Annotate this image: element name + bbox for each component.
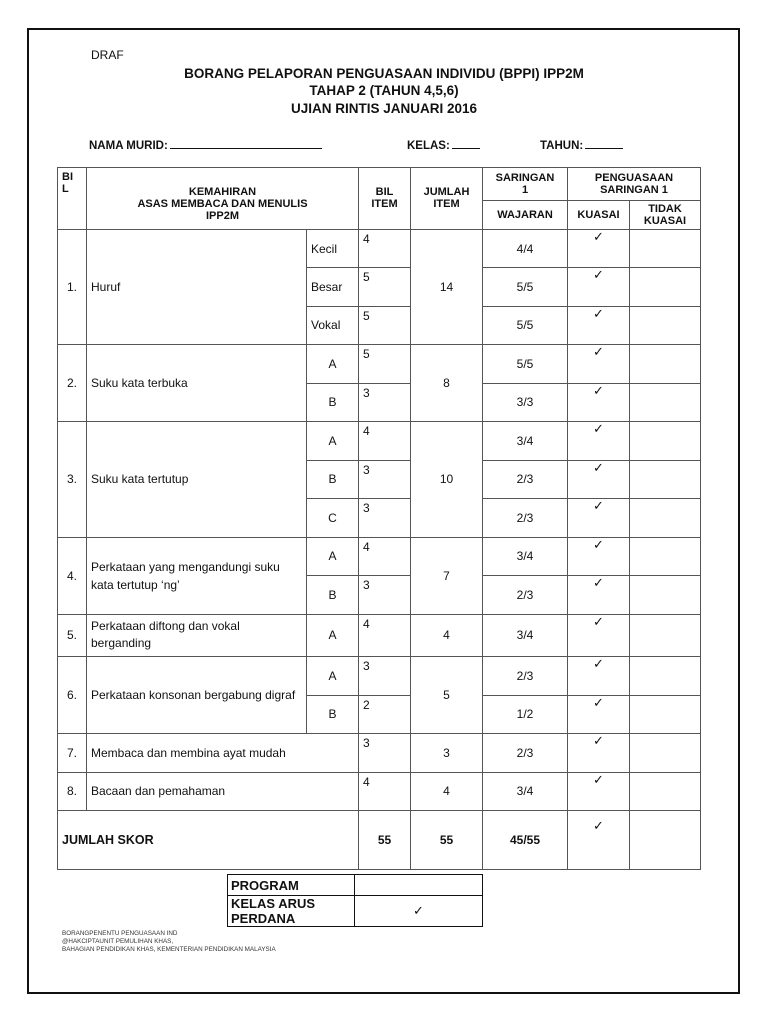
row-number: 5. [58,614,87,657]
tidak-kuasai-cell[interactable] [630,499,701,537]
wajaran-value: 1/2 [483,695,568,733]
footer-line-3: BAHAGIAN PENDIDIKAN KHAS, KEMENTERIAN PENDIDIKAN MALAYSIA [62,946,276,953]
total-tidak-kuasai-cell[interactable] [630,811,701,870]
kuasai-check[interactable]: ✓ [568,772,630,810]
kuasai-check[interactable]: ✓ [568,499,630,537]
kuasai-check[interactable]: ✓ [568,576,630,614]
total-kuasai-check[interactable]: ✓ [568,811,630,870]
sub-skill: B [307,383,359,421]
bil-item-value: 3 [359,576,411,614]
footer-line-2: @HAKCIPTAUNIT PEMULIHAN KHAS, [62,938,174,945]
total-row [58,811,701,870]
sub-skill: Vokal [307,306,359,344]
jumlah-item-value: 8 [411,345,483,422]
tidak-kuasai-cell[interactable] [630,306,701,344]
kuasai-check[interactable]: ✓ [568,537,630,575]
bil-item-value: 2 [359,695,411,733]
kuasai-check[interactable]: ✓ [568,460,630,498]
kuasai-check[interactable]: ✓ [568,614,630,657]
tidak-kuasai-cell[interactable] [630,657,701,695]
row-number: 1. [58,229,87,344]
sub-skill: A [307,657,359,695]
header-kemahiran: KEMAHIRAN ASAS MEMBACA DAN MENULIS IPP2M [87,168,359,230]
skill-name: Perkataan diftong dan vokal berganding [87,614,307,657]
tidak-kuasai-cell[interactable] [630,229,701,267]
total-jumlah-item: 55 [411,811,483,870]
jumlah-item-value: 4 [411,772,483,810]
kuasai-check[interactable]: ✓ [568,695,630,733]
student-name-label: NAMA MURID: [89,140,168,152]
total-wajaran: 45/55 [483,811,568,870]
kuasai-check[interactable]: ✓ [568,422,630,460]
jumlah-item-value: 4 [411,614,483,657]
class-type-label: KELAS ARUS PERDANA [228,896,355,927]
kuasai-check[interactable]: ✓ [568,229,630,267]
tidak-kuasai-cell[interactable] [630,422,701,460]
class-blank[interactable] [452,137,480,149]
kuasai-check[interactable]: ✓ [568,345,630,383]
year-field[interactable] [540,137,623,152]
tidak-kuasai-cell[interactable] [630,614,701,657]
bil-item-value: 4 [359,537,411,575]
wajaran-value: 5/5 [483,306,568,344]
class-type-check[interactable]: ✓ [355,896,483,927]
header-wajaran: WAJARAN [483,201,568,229]
header-bil: BI L [58,168,87,230]
table-row [58,422,701,460]
header-tidak-kuasai: TIDAK KUASAI [630,201,701,229]
wajaran-value: 5/5 [483,268,568,306]
bil-item-value: 5 [359,306,411,344]
total-label: JUMLAH SKOR [58,811,359,870]
program-label: PROGRAM [228,875,355,896]
row-number: 2. [58,345,87,422]
student-name-blank[interactable] [170,137,322,149]
tidak-kuasai-cell[interactable] [630,734,701,772]
skill-name: Membaca dan membina ayat mudah [87,734,359,772]
sub-skill: B [307,460,359,498]
wajaran-value: 2/3 [483,734,568,772]
wajaran-value: 3/3 [483,383,568,421]
sub-skill: A [307,345,359,383]
tidak-kuasai-cell[interactable] [630,345,701,383]
header-jumlah-item: JUMLAH ITEM [411,168,483,230]
sub-skill: Kecil [307,229,359,267]
sub-skill: A [307,422,359,460]
table-row [58,537,701,575]
tidak-kuasai-cell[interactable] [630,383,701,421]
draft-label: DRAF [91,48,124,62]
tidak-kuasai-cell[interactable] [630,772,701,810]
header-kuasai: KUASAI [568,201,630,229]
bil-item-value: 4 [359,229,411,267]
wajaran-value: 2/3 [483,576,568,614]
row-number: 4. [58,537,87,614]
tidak-kuasai-cell[interactable] [630,695,701,733]
year-label: TAHUN: [540,140,584,152]
tidak-kuasai-cell[interactable] [630,537,701,575]
table-row [58,657,701,695]
row-number: 8. [58,772,87,810]
wajaran-value: 2/3 [483,499,568,537]
class-field[interactable] [407,137,480,152]
header-bil-item: BIL ITEM [359,168,411,230]
bil-item-value: 4 [359,614,411,657]
sub-skill: B [307,695,359,733]
kuasai-check[interactable]: ✓ [568,734,630,772]
bil-item-value: 4 [359,772,411,810]
mastery-table [57,167,701,870]
kuasai-check[interactable]: ✓ [568,268,630,306]
skill-name: Perkataan konsonan bergabung digraf [87,657,307,734]
kuasai-check[interactable]: ✓ [568,383,630,421]
footer-line-1: BORANGPENENTU PENGUASAAN IND [62,930,178,937]
program-box [227,874,483,927]
bil-item-value: 3 [359,460,411,498]
header-saringan: SARINGAN 1 [483,168,568,201]
bil-item-value: 3 [359,383,411,421]
wajaran-value: 3/4 [483,422,568,460]
wajaran-value: 5/5 [483,345,568,383]
bil-item-value: 5 [359,268,411,306]
sub-skill: Besar [307,268,359,306]
skill-name: Perkataan yang mengandungi suku kata tertutup ‘ng’ [87,537,307,614]
wajaran-value: 4/4 [483,229,568,267]
jumlah-item-value: 3 [411,734,483,772]
year-blank[interactable] [585,137,623,149]
tidak-kuasai-cell[interactable] [630,460,701,498]
wajaran-value: 3/4 [483,614,568,657]
row-number: 3. [58,422,87,537]
class-label: KELAS: [407,140,450,152]
total-bil-item: 55 [359,811,411,870]
form-subtitle-level: TAHAP 2 (TAHUN 4,5,6) [309,83,459,98]
table-row [58,345,701,383]
wajaran-value: 3/4 [483,772,568,810]
skill-name: Bacaan dan pemahaman [87,772,359,810]
jumlah-item-value: 7 [411,537,483,614]
sub-skill: A [307,537,359,575]
sub-skill: C [307,499,359,537]
tidak-kuasai-cell[interactable] [630,268,701,306]
form-subtitle-test: UJIAN RINTIS JANUARI 2016 [290,101,478,116]
wajaran-value: 2/3 [483,657,568,695]
bil-item-value: 3 [359,657,411,695]
bil-item-value: 3 [359,734,411,772]
tidak-kuasai-cell[interactable] [630,576,701,614]
student-name-field[interactable] [89,137,322,152]
jumlah-item-value: 5 [411,657,483,734]
row-number: 6. [58,657,87,734]
program-value[interactable] [355,875,483,896]
row-number: 7. [58,734,87,772]
jumlah-item-value: 10 [411,422,483,537]
bil-item-value: 3 [359,499,411,537]
table-row [58,772,701,810]
table-row [58,734,701,772]
bil-item-value: 5 [359,345,411,383]
skill-name: Suku kata tertutup [87,422,307,537]
sub-skill: B [307,576,359,614]
wajaran-value: 3/4 [483,537,568,575]
table-row [58,614,701,657]
wajaran-value: 2/3 [483,460,568,498]
kuasai-check[interactable]: ✓ [568,306,630,344]
jumlah-item-value: 14 [411,229,483,344]
form-title: BORANG PELAPORAN PENGUASAAN INDIVIDU (BPPI) IPP2M [184,66,584,81]
skill-name: Suku kata terbuka [87,345,307,422]
table-row [58,229,701,267]
header-penguasaan: PENGUASAAN SARINGAN 1 [568,168,701,201]
kuasai-check[interactable]: ✓ [568,657,630,695]
bil-item-value: 4 [359,422,411,460]
skill-name: Huruf [87,229,307,344]
sub-skill: A [307,614,359,657]
